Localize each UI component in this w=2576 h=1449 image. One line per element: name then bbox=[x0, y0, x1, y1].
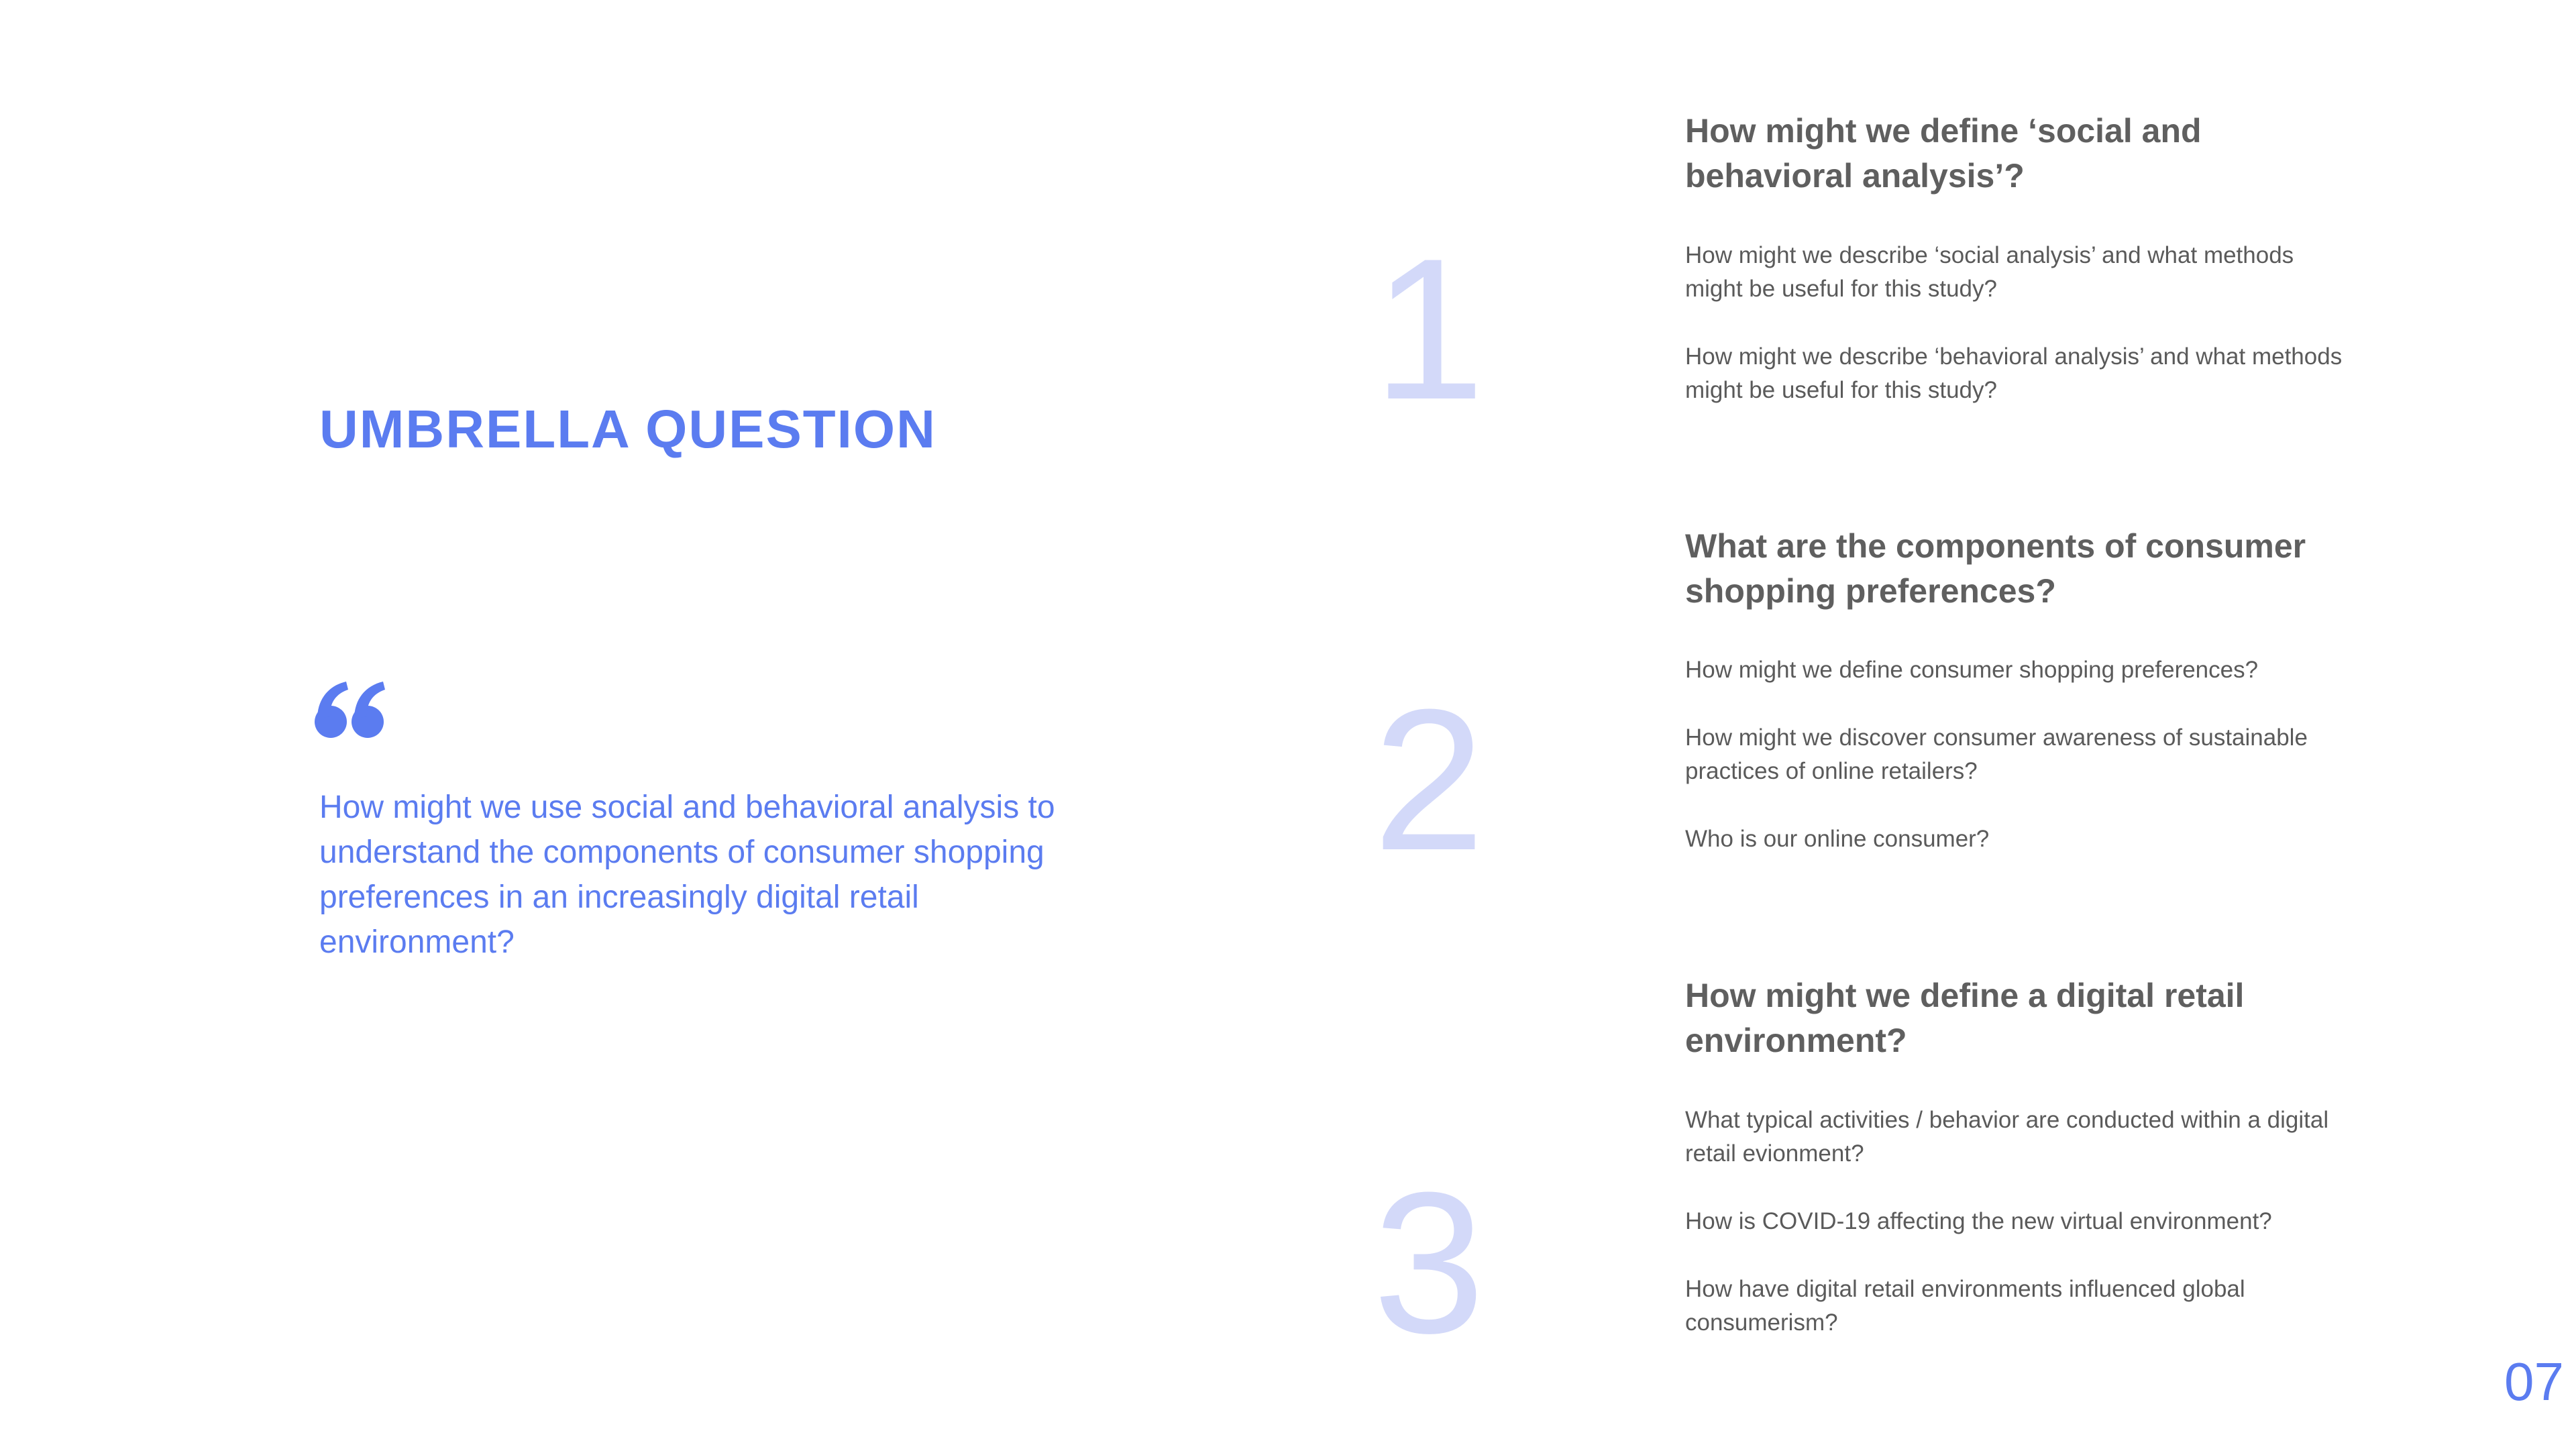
sub-question: How might we define consumer shopping preferences? bbox=[1685, 657, 2259, 683]
section-number-2: 2 bbox=[1373, 667, 1485, 892]
section-title-2: What are the components of consumer shopping preferences? bbox=[1685, 527, 2306, 610]
section-title-1: How might we define ‘social and behavioral analysis’? bbox=[1685, 112, 2202, 195]
sub-question: How might we describe ‘behavioral analysis’ and what methods might be useful for this study? bbox=[1685, 343, 2343, 403]
sub-question: What typical activities / behavior are conducted within a digital retail evionment? bbox=[1685, 1107, 2329, 1167]
section-number-3: 3 bbox=[1373, 1150, 1485, 1375]
umbrella-title: UMBRELLA QUESTION bbox=[319, 399, 936, 459]
page-number: 07 bbox=[2504, 1352, 2564, 1411]
section-title-3: How might we define a digital retail environment? bbox=[1685, 977, 2245, 1059]
sub-question: How might we describe ‘social analysis’ and what methods might be useful for this study? bbox=[1685, 242, 2294, 302]
open-quote-icon bbox=[314, 678, 388, 751]
sub-question: Who is our online consumer? bbox=[1685, 826, 1990, 852]
umbrella-question: How might we use social and behavioral analysis to understand the components of consumer shopping preferences in an increasingly digital retail environment? bbox=[319, 790, 1055, 960]
sub-question: How have digital retail environments influenced global consumerism? bbox=[1685, 1276, 2245, 1336]
section-number-1: 1 bbox=[1373, 216, 1485, 441]
sub-question: How is COVID-19 affecting the new virtual environment? bbox=[1685, 1208, 2272, 1234]
sub-question: How might we discover consumer awareness of sustainable practices of online retailers? bbox=[1685, 724, 2308, 784]
